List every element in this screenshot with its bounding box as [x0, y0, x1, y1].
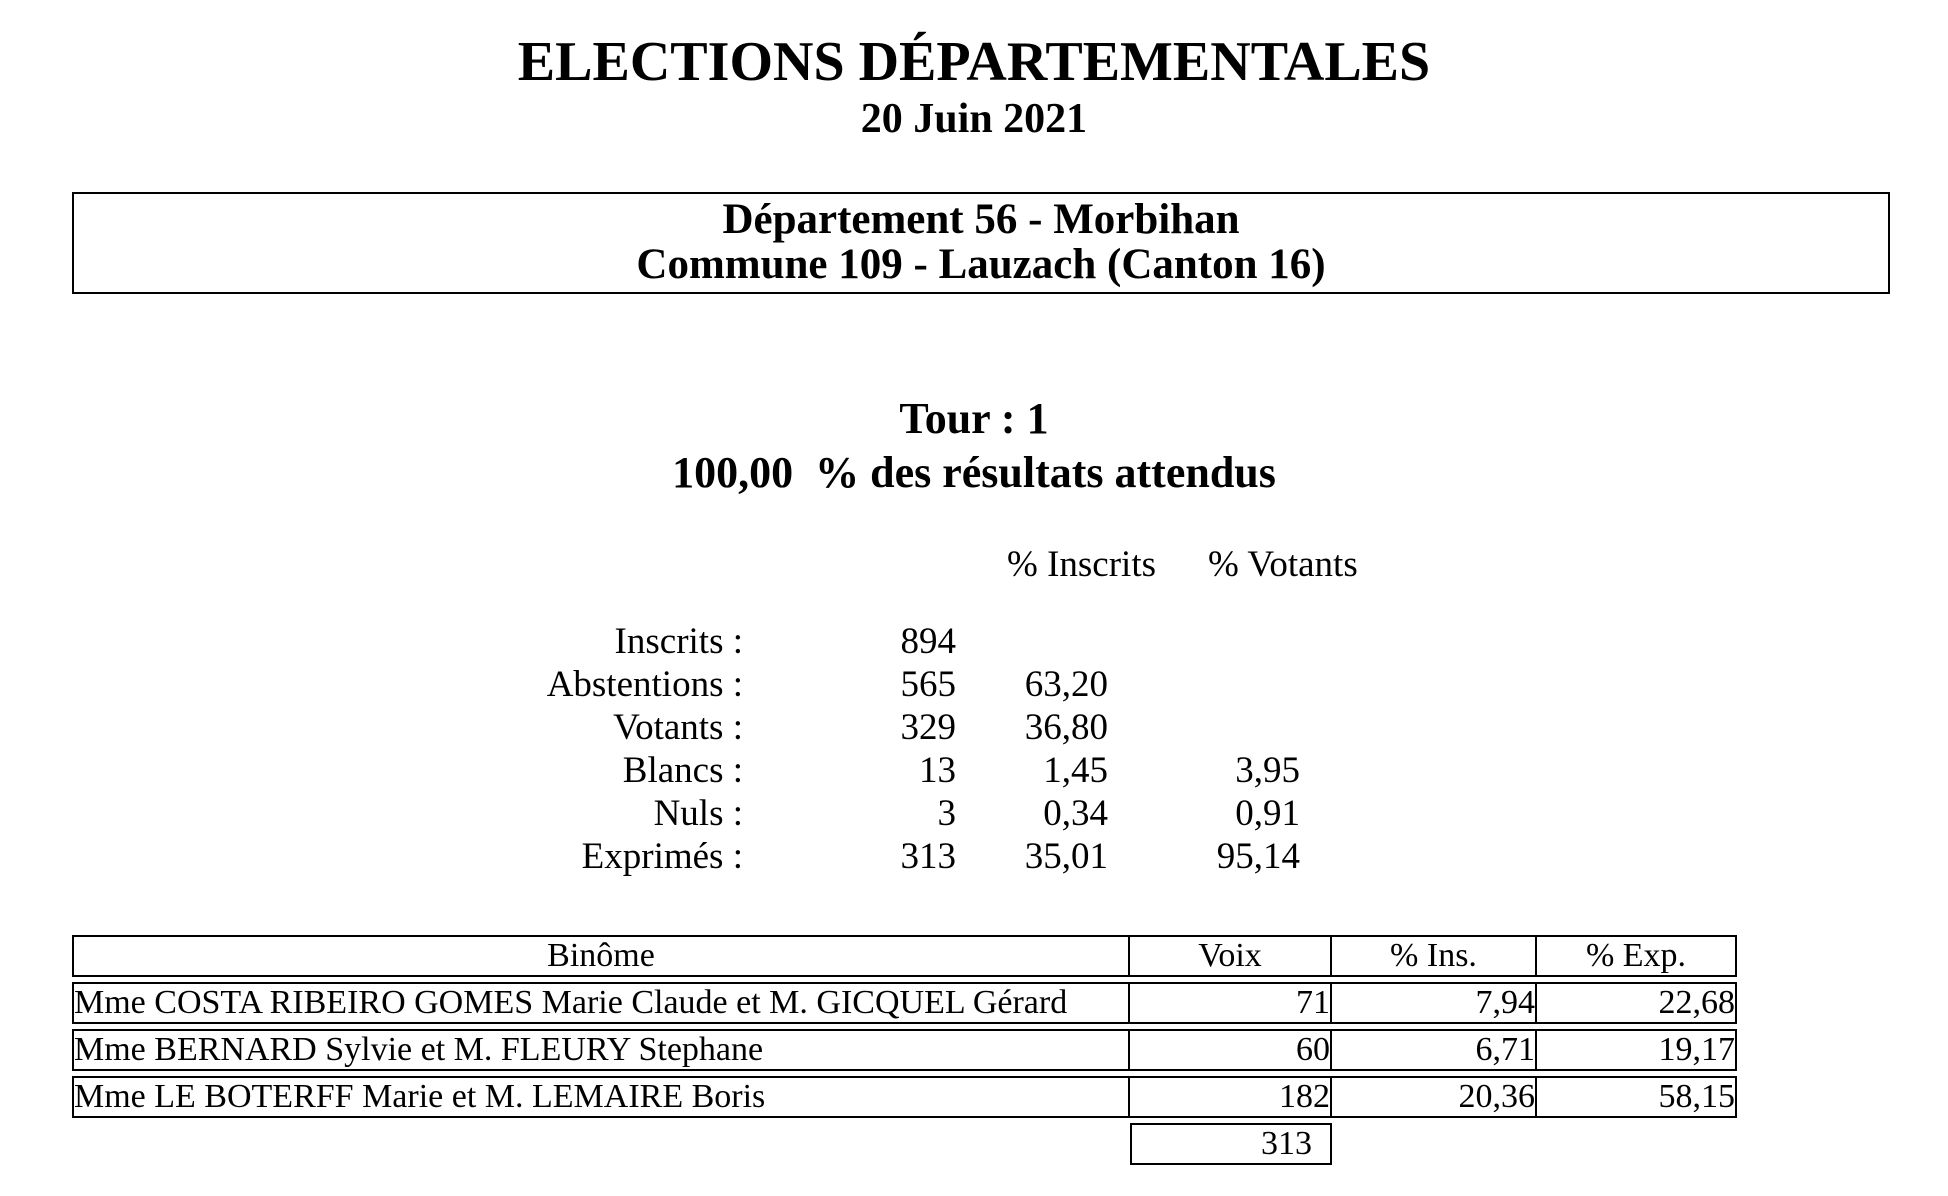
page-title: ELECTIONS DÉPARTEMENTALES: [517, 31, 1431, 93]
location-box: [72, 192, 1890, 294]
stat-pct-votants: 0,91: [1235, 793, 1300, 835]
stat-pct-votants: [1108, 663, 1300, 706]
commune-line: Commune 109 - Lauzach (Canton 16): [636, 241, 1326, 289]
stat-label: Exprimés :: [581, 836, 743, 878]
result-row: [72, 1076, 1737, 1118]
binome-name: Mme BERNARD Sylvie et M. FLEURY Stephane: [72, 1029, 1130, 1071]
voix-value: 71: [1130, 982, 1332, 1024]
pct-ins-value: 6,71: [1332, 1029, 1537, 1071]
results-header-row: [72, 935, 1737, 977]
pct-exp-column-header: % Exp.: [1537, 935, 1737, 977]
stat-label: Votants :: [613, 707, 743, 749]
stat-value: 313: [900, 836, 956, 878]
voix-value: 60: [1130, 1029, 1332, 1071]
participation-row-blancs: [268, 749, 1300, 792]
result-row: [72, 1029, 1737, 1071]
voix-column-header: Voix: [1130, 935, 1332, 977]
stat-label: Blancs :: [622, 750, 743, 792]
stat-pct-inscrits: [956, 620, 1108, 663]
participation-row-votants: [268, 706, 1300, 749]
pct-exp-value: 58,15: [1537, 1076, 1737, 1118]
pct-ins-column-header: % Ins.: [1332, 935, 1537, 977]
empty-cell: [1332, 1123, 1537, 1165]
stat-pct-inscrits: 63,20: [1024, 664, 1108, 706]
pct-exp-value: 22,68: [1537, 982, 1737, 1024]
binome-name: Mme COSTA RIBEIRO GOMES Marie Claude et M. GICQUEL Gérard: [72, 982, 1130, 1024]
stat-pct-inscrits: 36,80: [1024, 707, 1108, 749]
pct-ins-value: 20,36: [1332, 1076, 1537, 1118]
stat-label: Abstentions :: [546, 664, 743, 706]
tour-section: [0, 392, 1948, 499]
stat-label: Nuls :: [653, 793, 743, 835]
participation-row-nuls: [268, 792, 1300, 835]
stat-pct-inscrits: 0,34: [1043, 793, 1108, 835]
empty-cell: [72, 1123, 1130, 1165]
stat-value: 329: [900, 707, 956, 749]
stat-pct-votants: 3,95: [1235, 750, 1300, 792]
stat-pct-inscrits: 35,01: [1024, 836, 1108, 878]
stat-value: 565: [900, 664, 956, 706]
stat-pct-inscrits: 1,45: [1043, 750, 1108, 792]
pct-votants-column-header: % Votants: [1208, 543, 1358, 585]
results-progress-label: 100,00 % des résultats attendus: [672, 448, 1276, 498]
pct-ins-value: 7,94: [1332, 982, 1537, 1024]
pct-exp-value: 19,17: [1537, 1029, 1737, 1071]
participation-row-abstentions: [268, 663, 1300, 706]
election-date: 20 Juin 2021: [860, 96, 1088, 142]
stat-pct-votants: [1108, 620, 1300, 663]
tour-label: Tour : 1: [899, 394, 1049, 444]
stat-pct-votants: 95,14: [1216, 836, 1300, 878]
pct-inscrits-column-header: % Inscrits: [1007, 543, 1156, 585]
stat-value: 894: [900, 621, 956, 663]
result-row: [72, 982, 1737, 1024]
stat-label: Inscrits :: [614, 621, 743, 663]
total-voix-cell: 313: [1130, 1123, 1332, 1165]
stat-value: 3: [937, 793, 956, 835]
stat-value: 13: [919, 750, 956, 792]
results-table: [72, 930, 1737, 1170]
empty-cell: [1537, 1123, 1737, 1165]
department-line: Département 56 - Morbihan: [722, 196, 1240, 244]
binome-column-header: Binôme: [72, 935, 1130, 977]
participation-table: [268, 620, 1300, 878]
binome-name: Mme LE BOTERFF Marie et M. LEMAIRE Boris: [72, 1076, 1130, 1118]
results-total-row: [72, 1123, 1737, 1165]
participation-column-headers: [1007, 544, 1948, 587]
participation-row-inscrits: [268, 620, 1300, 663]
voix-value: 182: [1130, 1076, 1332, 1118]
stat-pct-votants: [1108, 706, 1300, 749]
participation-row-exprimes: [268, 835, 1300, 878]
